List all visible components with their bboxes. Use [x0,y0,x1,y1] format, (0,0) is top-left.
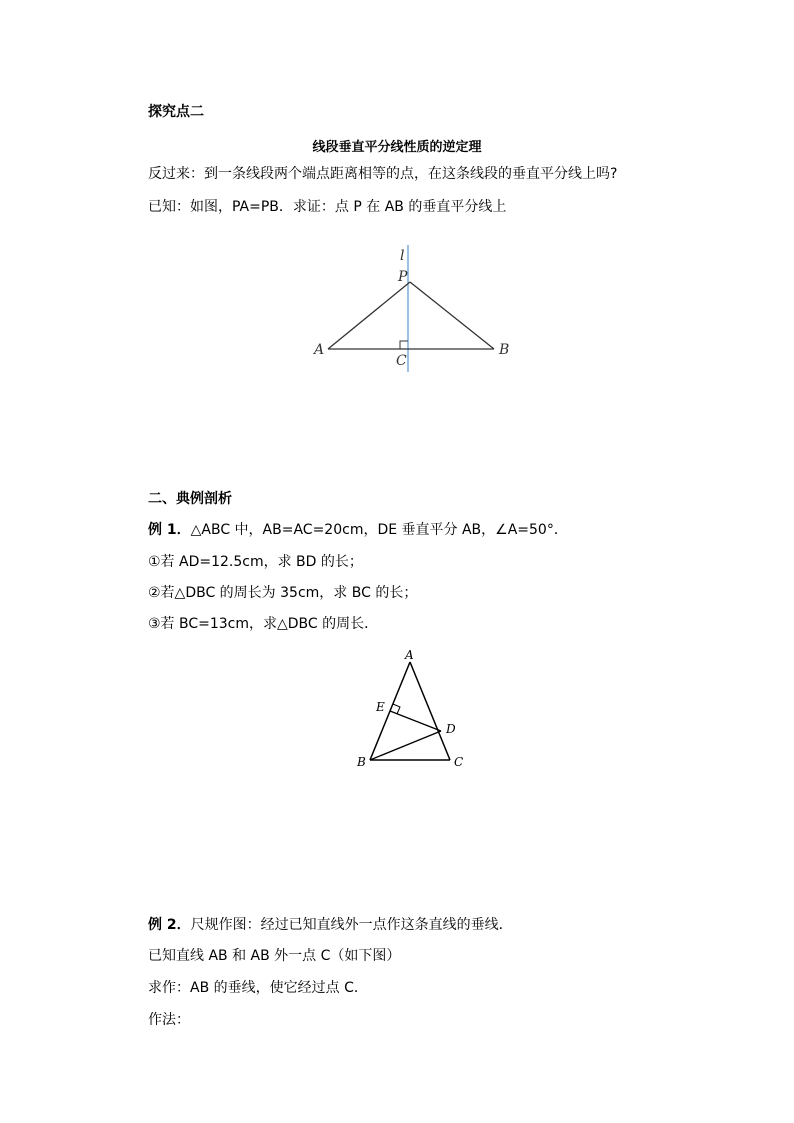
section-heading-1: 探究点二 [148,104,204,120]
label-a-2: A [405,648,414,662]
section-heading-2: 二、典例剖析 [148,491,232,507]
segment-pa [328,282,410,349]
given-text: 已知：如图，PA=PB．求证：点 P 在 AB 的垂直平分线上 [148,199,507,215]
example2-method: 作法： [148,1012,190,1028]
example2-label: 例 2． [148,917,191,933]
example1-label: 例 1． [148,522,191,538]
example1-text: △ABC 中，AB=AC=20cm，DE 垂直平分 AB，∠A=50°． [190,522,568,538]
example2-task: 求作：AB 的垂线，使它经过点 C． [148,980,368,996]
question-text: 反过来：到一条线段两个端点距离相等的点，在这条线段的垂直平分线上吗? [148,166,618,182]
theorem-title: 线段垂直平分线性质的逆定理 [312,140,482,155]
label-c-2: C [454,755,464,769]
example2-statement [148,916,513,934]
example1-q2: ②若△DBC 的周长为 35cm，求 BC 的长； [148,585,418,601]
label-b: B [499,342,510,358]
figure-triangle-abc [356,648,463,769]
right-angle-mark [400,341,408,349]
segment-ac-2 [410,662,450,760]
example1-q3: ③若 BC=13cm，求△DBC 的周长． [148,616,379,632]
label-l: l [400,248,405,264]
example1-q1: ①若 AD=12.5cm，求 BD 的长； [148,554,363,570]
label-e-2: E [376,700,385,714]
label-p: P [398,269,408,285]
segment-pb [410,282,494,349]
label-b-2: B [357,755,366,769]
label-d-2: D [446,722,456,736]
label-c: C [396,353,407,369]
example2-text: 尺规作图：经过已知直线外一点作这条直线的垂线． [190,917,513,933]
label-a: A [314,342,325,358]
example2-given: 已知直线 AB 和 AB 外一点 C（如下图） [148,948,401,964]
example1-statement [148,521,568,539]
